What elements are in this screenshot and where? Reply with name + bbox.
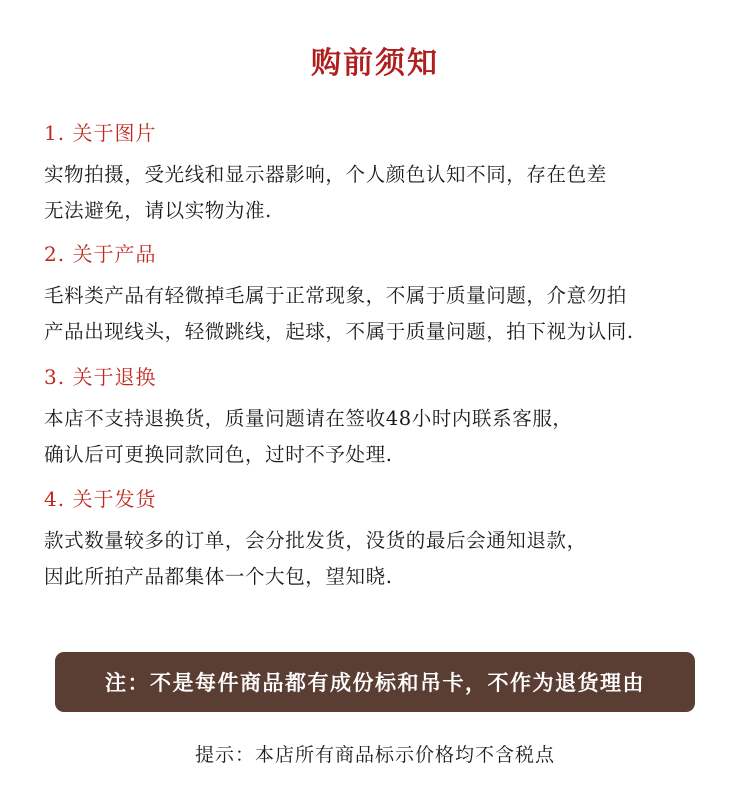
section-heading-products: 2. 关于产品 (44, 242, 157, 266)
section-heading-pictures: 1. 关于图片 (44, 121, 157, 145)
section-pictures-line-2: 无法避免，请以实物为准. (44, 199, 272, 222)
section-shipping-line-1: 款式数量较多的订单，会分批发货，没货的最后会通知退款， (44, 529, 587, 552)
note-text: 注：不是每件商品都有成份标和吊卡，不作为退货理由 (105, 671, 645, 695)
section-shipping-line-2: 因此所拍产品都集体一个大包，望知晓. (44, 565, 393, 588)
section-products-line-2: 产品出现线头，轻微跳线，起球，不属于质量问题，拍下视为认同. (44, 320, 634, 343)
section-heading-shipping: 4. 关于发货 (44, 487, 157, 511)
section-heading-returns: 3. 关于退换 (44, 365, 157, 389)
section-products-line-1: 毛料类产品有轻微掉毛属于正常现象，不属于质量问题，介意勿拍 (44, 284, 627, 307)
section-pictures-line-1: 实物拍摄，受光线和显示器影响，个人颜色认知不同，存在色差 (44, 163, 607, 186)
tip-text: 提示：本店所有商品标示价格均不含税点 (194, 744, 555, 766)
note-banner (55, 652, 695, 712)
page-title: 购前须知 (311, 46, 439, 81)
section-returns-line-2: 确认后可更换同款同色，过时不予处理. (44, 443, 393, 466)
section-returns-line-1: 本店不支持退换货，质量问题请在签收48小时内联系客服， (44, 407, 573, 430)
